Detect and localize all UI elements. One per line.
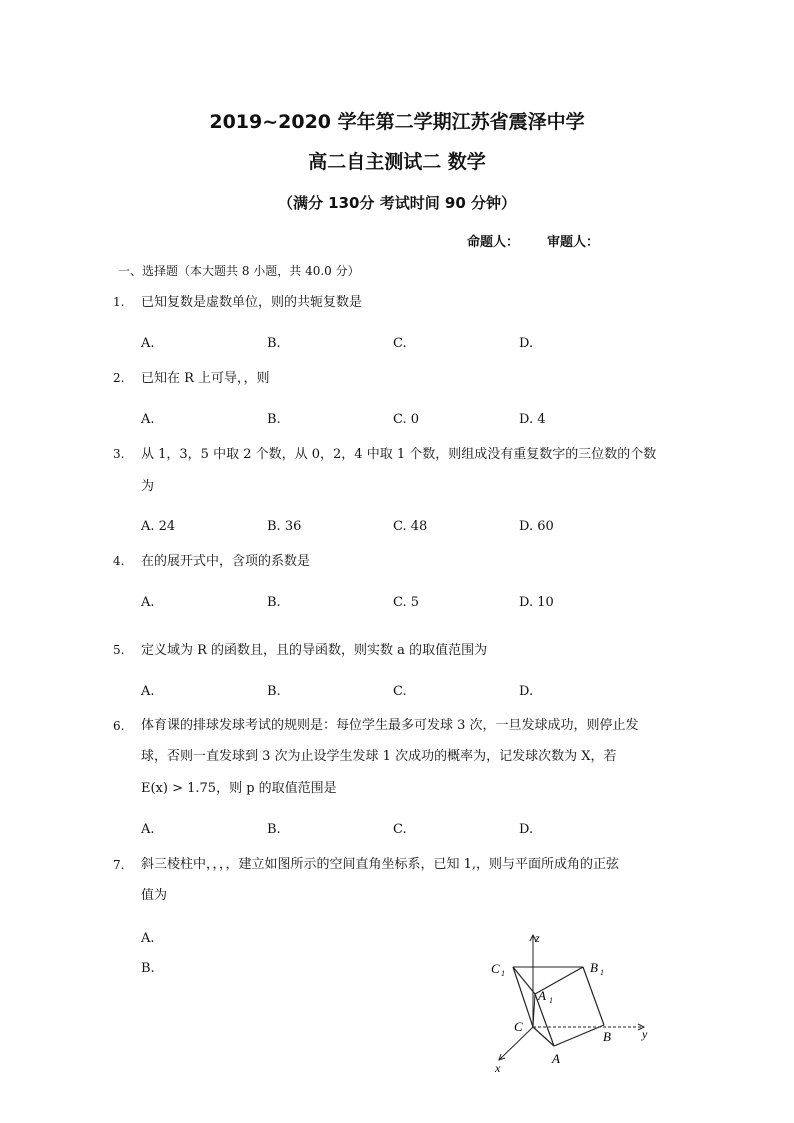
label-c1-sub: 1 <box>501 969 505 978</box>
option-a[interactable]: A. <box>141 412 155 427</box>
question-text: 在的展开式中，含项的系数是 <box>141 554 311 569</box>
option-b[interactable]: B. <box>267 336 281 351</box>
label-a1-sub: 1 <box>549 996 553 1005</box>
option-a[interactable]: A. 24 <box>141 519 176 534</box>
option-d[interactable]: D. 10 <box>519 595 554 610</box>
option-b[interactable]: B. <box>267 412 281 427</box>
option-b[interactable]: B. 36 <box>267 519 302 534</box>
label-y: y <box>642 1027 648 1041</box>
question-text-cont: 为 <box>141 479 155 494</box>
question-number: 2. <box>113 371 125 385</box>
option-a[interactable]: A. <box>141 684 155 699</box>
label-a: A <box>552 1051 560 1066</box>
exam-subtitle: 高二自主测试二 数学 <box>308 151 486 173</box>
edge-a-b <box>554 1025 604 1046</box>
question-text-cont: E(x) > 1.75，则 p 的取值范围是 <box>141 781 337 796</box>
option-a[interactable]: A. <box>141 822 155 837</box>
option-c[interactable]: C. <box>393 684 407 699</box>
option-c[interactable]: C. 48 <box>393 519 428 534</box>
question-text: 定义域为 R 的函数且，且的导函数，则实数 a 的取值范围为 <box>141 643 488 658</box>
option-a[interactable]: A. <box>141 931 155 946</box>
option-d[interactable]: D. 4 <box>519 412 546 427</box>
edge-c1-c <box>513 967 533 1027</box>
label-b: B <box>603 1029 611 1044</box>
option-d[interactable]: D. <box>519 684 534 699</box>
prism-figure <box>486 925 656 1075</box>
exam-title: 2019~2020 学年第二学期江苏省震泽中学 <box>209 111 585 133</box>
label-z: z <box>535 931 540 945</box>
option-d[interactable]: D. <box>519 822 534 837</box>
question-text: 已知复数是虚数单位，则的共轭复数是 <box>141 295 363 310</box>
question-text-cont: 球，否则一直发球到 3 次为止设学生发球 1 次成功的概率为，记发球次数为 X，若 <box>141 749 617 764</box>
reviewer-label: 审题人： <box>547 235 600 250</box>
question-text: 斜三棱柱中，，，，建立如图所示的空间直角坐标系，已知 1,，则与平面所成角的正弦 <box>141 857 620 872</box>
label-b1: B <box>590 960 598 975</box>
option-b[interactable]: B. <box>267 684 281 699</box>
option-a[interactable]: A. <box>141 336 155 351</box>
option-c[interactable]: C. <box>393 822 407 837</box>
label-b1-sub: 1 <box>600 968 604 977</box>
option-d[interactable]: D. 60 <box>519 519 554 534</box>
question-number: 1. <box>113 295 125 309</box>
question-number: 6. <box>113 719 125 733</box>
question-text: 体育课的排球发球考试的规则是：每位学生最多可发球 3 次，一旦发球成功，则停止发 <box>141 718 639 733</box>
label-x: x <box>495 1061 501 1075</box>
option-b[interactable]: B. <box>141 961 155 976</box>
question-text: 已知在 R 上可导，，则 <box>141 371 270 386</box>
exam-info: （满分 130分 考试时间 90 分钟） <box>277 194 517 212</box>
option-c[interactable]: C. <box>393 336 407 351</box>
section-heading: 一、选择题（本大题共 8 小题，共 40.0 分） <box>118 264 360 278</box>
label-c: C <box>514 1019 523 1034</box>
question-number: 3. <box>113 447 125 461</box>
question-number: 7. <box>113 858 125 872</box>
option-d[interactable]: D. <box>519 336 534 351</box>
label-a1: A <box>538 988 546 1003</box>
option-a[interactable]: A. <box>141 595 155 610</box>
option-c[interactable]: C. 5 <box>393 595 420 610</box>
question-number: 4. <box>113 554 125 568</box>
question-text: 从 1，3，5 中取 2 个数，从 0，2，4 中取 1 个数，则组成没有重复数字的三位数的个数 <box>141 447 657 462</box>
question-number: 5. <box>113 643 125 657</box>
proposer-label: 命题人： <box>467 235 520 250</box>
option-b[interactable]: B. <box>267 595 281 610</box>
option-b[interactable]: B. <box>267 822 281 837</box>
question-text-cont: 值为 <box>141 888 168 903</box>
label-c1: C <box>491 961 500 976</box>
option-c[interactable]: C. 0 <box>393 412 420 427</box>
edge-c1-a1 <box>513 967 535 994</box>
